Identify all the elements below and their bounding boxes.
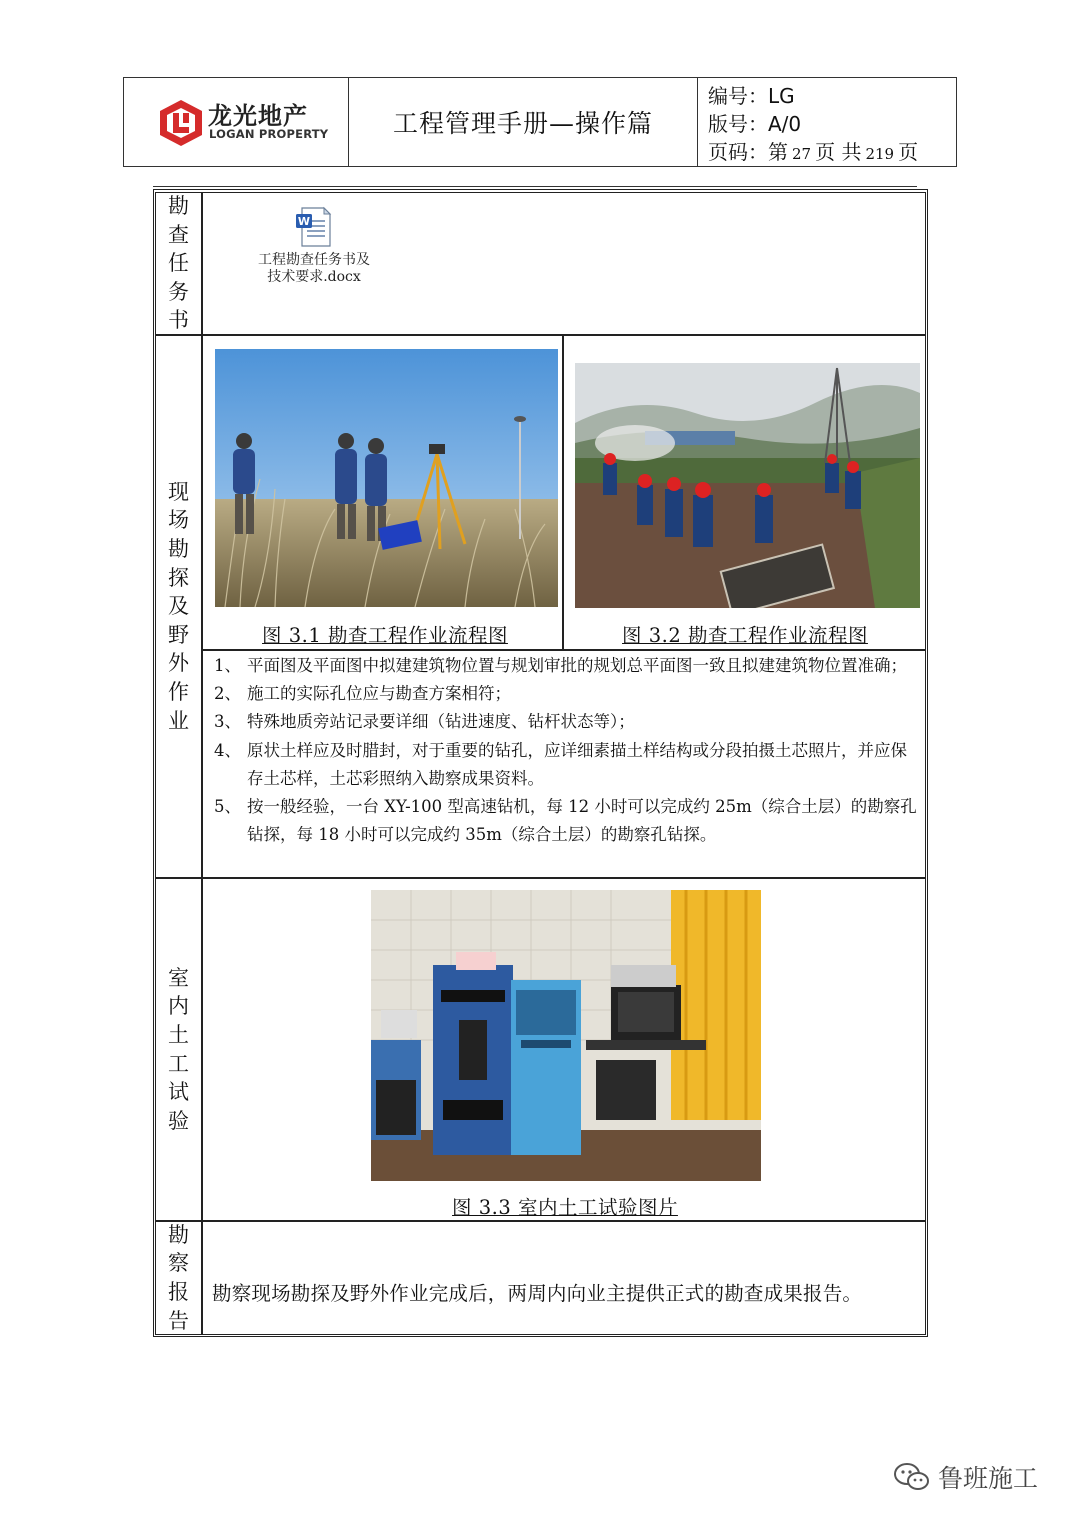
version-label: 版号： [708,112,768,136]
header-rule [153,186,917,187]
list-item [214,652,922,680]
list-item-number: 3、 [214,712,241,732]
list-item [214,793,922,849]
attachment-name-line2: 技术要求.docx [267,269,361,285]
figure-caption-3-3: 图 3.3 室内土工试验图片 [452,1196,678,1219]
label-char: 书 [168,308,189,333]
figure-caption-3-2: 图 3.2 勘查工程作业流程图 [622,624,868,647]
page-mid: 页 共 [815,140,862,164]
manual-title: 工程管理手册—操作篇 [349,78,698,166]
figure-caption-3-1: 图 3.1 勘查工程作业流程图 [262,624,508,647]
label-char: 作 [168,679,189,704]
wechat-icon [894,1462,930,1492]
label-char: 察 [168,1251,189,1276]
row-label-field-survey [155,335,202,878]
label-char: 内 [168,994,189,1019]
label-char: 探 [168,565,189,590]
page-current: 27 [792,145,812,163]
label-char: 野 [168,622,189,647]
page-total: 219 [865,145,895,163]
label-char: 场 [168,508,189,533]
row-label-report [155,1221,202,1335]
label-char: 外 [168,651,189,676]
label-char: 现 [168,479,189,504]
list-item-text: 原状土样应及时腊封，对于重要的钻孔，应详细素描土样结构或分段拍摄土芯照片，并应保存土芯样，土芯彩照纳入勘察成果资料。 [247,740,907,788]
attachment-docx[interactable] [244,206,384,286]
survey-photo-2-image [575,363,920,608]
svg-text:W: W [297,215,311,228]
logan-logo-icon [158,99,204,147]
label-char: 土 [168,1022,189,1047]
label-char: 室 [168,965,189,990]
list-item-number: 4、 [214,740,241,760]
label-char: 试 [168,1080,189,1105]
logo-english-name: LOGAN PROPERTY [209,127,329,141]
survey-photo-2 [575,363,920,608]
list-item-number: 1、 [214,656,241,675]
label-char: 报 [168,1280,189,1304]
page-prefix: 页码：第 [708,140,788,164]
row-label-lab-test [155,878,202,1221]
label-char: 验 [168,1108,189,1133]
list-item-text: 特殊地质旁站记录要详细（钻进速度、钻杆状态等）； [247,712,635,732]
list-item [214,680,922,708]
logo-cell [124,78,349,166]
survey-photo-1-image [215,349,558,607]
list-item [214,737,922,793]
list-item-text: 平面图及平面图中拟建建筑物位置与规划审批的规划总平面图一致且拟建建筑物位置准确； [247,656,907,675]
lab-test-photo [371,890,761,1181]
report-text: 勘察现场勘探及野外作业完成后，两周内向业主提供正式的勘查成果报告。 [212,1282,863,1305]
version-value: A/0 [768,112,802,136]
label-char: 查 [168,222,189,247]
list-item-text: 施工的实际孔位应与勘查方案相符； [247,684,511,704]
document-header [123,77,957,167]
requirements-list [214,652,922,849]
label-char: 任 [168,251,189,276]
word-document-icon [294,206,334,248]
label-char: 勘 [168,537,189,562]
document-meta [698,78,956,166]
label-char: 勘 [168,194,189,219]
page-suffix: 页 [898,140,919,164]
label-char: 业 [168,708,189,733]
watermark-text: 鲁班施工 [938,1464,1039,1493]
label-char: 务 [168,279,189,304]
label-char: 工 [168,1051,189,1076]
page-line [708,138,946,168]
code-value: LG [768,84,795,108]
logo-chinese-name: 龙光地产 [208,102,308,130]
row-label-task-book [155,192,202,335]
lab-test-photo-image [371,890,761,1181]
attachment-name-line1: 工程勘查任务书及 [258,252,370,268]
code-line [708,82,946,110]
label-char: 告 [168,1308,189,1333]
label-char: 勘 [168,1222,189,1247]
label-char: 及 [168,594,189,619]
code-label: 编号： [708,84,768,108]
list-item-text: 按一般经验，一台 XY-100 型高速钻机，每 12 小时可以完成约 25m（综合土层）的勘察孔钻探，每 18 小时可以完成约 35m（综合土层）的勘察孔钻探。 [247,797,917,845]
list-item-number: 2、 [214,684,241,704]
survey-photo-1 [215,349,558,607]
version-line [708,110,946,138]
list-item [214,708,922,736]
list-item-number: 5、 [214,797,241,817]
wechat-watermark [894,1459,1038,1495]
